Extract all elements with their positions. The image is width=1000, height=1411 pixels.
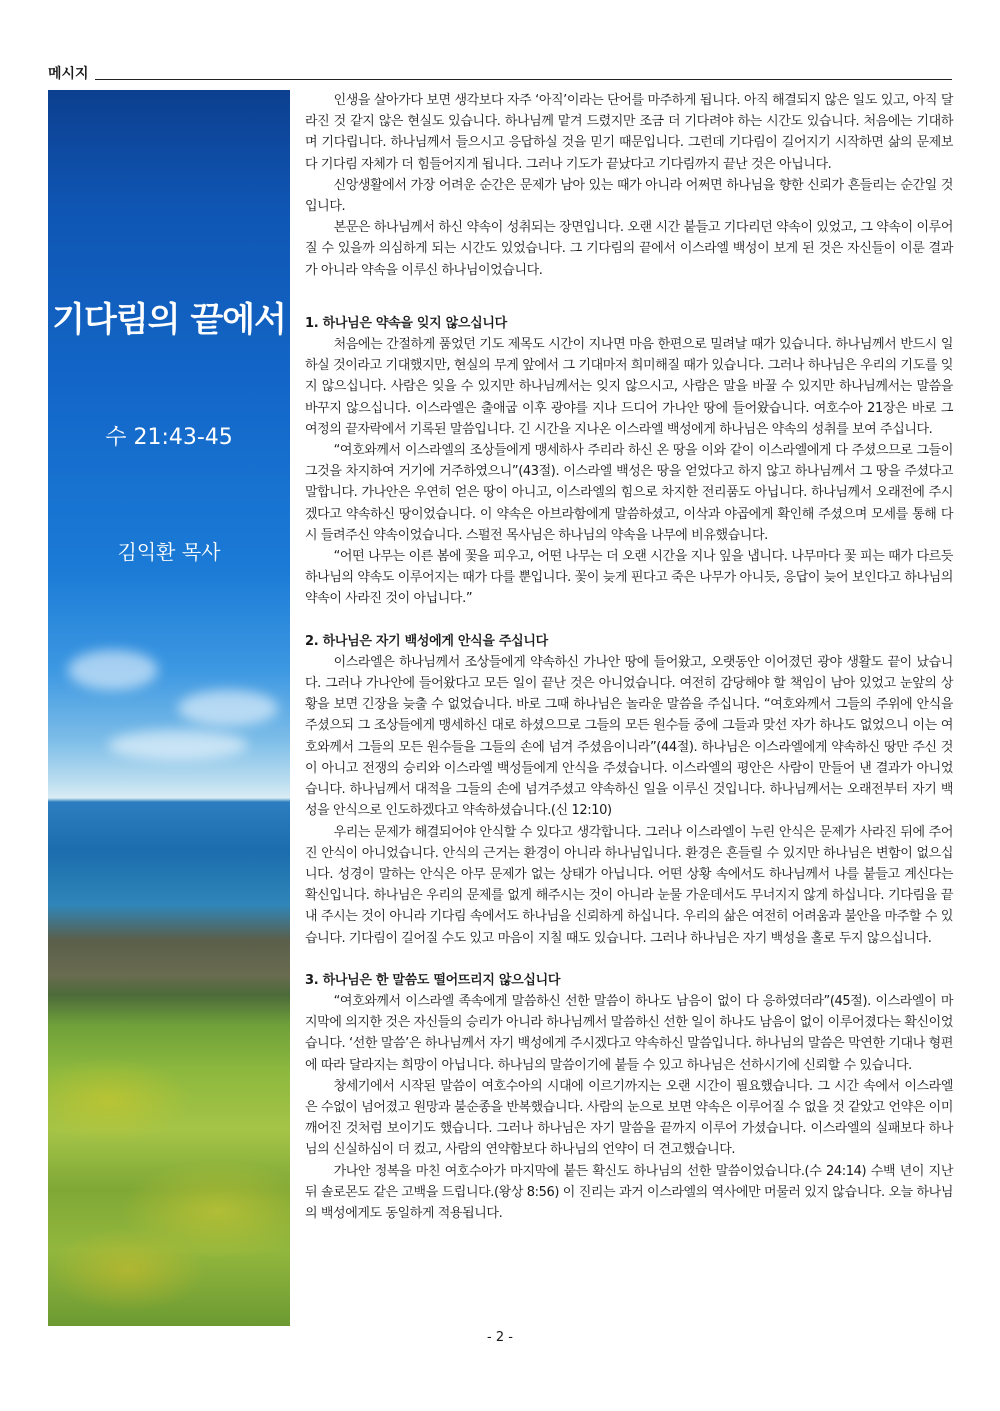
section-heading: 3. 하나님은 한 말씀도 떨어뜨리지 않으십니다 [305,972,561,988]
quote-paragraph: “어떤 나무는 이른 봄에 꽃을 피우고, 어떤 나무는 더 오랜 시간을 지나 잎을 냅니다. 나무마다 꽃 피는 때가 다르듯 하나님의 약속도 이루어지는 때가 다를 뿐입니다. 꽃이 늦게 핀다고 죽은 나무가 아니듯, 응답이 늦어 보인다고 하나님의 약속이 사라진 것이 아닙니다.” [305,549,953,607]
body-paragraph: 가나안 정복을 마친 여호수아가 마지막에 붙든 확신도 하나님의 선한 말씀이었습니다.(수 24:14) 수백 년이 지난 뒤 솔로몬도 같은 고백을 드립니다.(왕상 8:56) 이 진리는 과거 이스라엘의 역사에만 머물러 있지 않습니다. 오늘 하나님의 백성에게도 동일하게 적용됩니다. [305,1163,953,1221]
body-paragraph: 창세기에서 시작된 말씀이 여호수아의 시대에 이르기까지는 오랜 시간이 필요했습니다. 그 시간 속에서 이스라엘은 수없이 넘어졌고 원망과 불순종을 반복했습니다. 사람의 눈으로 보면 약속은 이루어질 수 없을 것 같았고 언약은 이미 깨어진 것처럼 보이기도 했습니다. 그러나 하나님은 자기 말씀을 끝까지 이루어 가셨습니다. 이스라엘의 실패보다 하나님의 신실하심이 더 컸고, 사람의 연약함보다 하나님의 언약이 더 견고했습니다. [305,1078,953,1158]
section-heading: 1. 하나님은 약속을 잊지 않으십니다 [305,315,507,331]
intro-paragraph: 신앙생활에서 가장 어려운 순간은 문제가 남아 있는 때가 아니라 어쩌면 하나님을 향한 신뢰가 흔들리는 순간일 것입니다. [305,177,953,215]
section-rule [48,79,952,80]
intro-paragraph: 인생을 살아가다 보면 생각보다 자주 ‘아직’이라는 단어를 마주하게 됩니다. 아직 해결되지 않은 일도 있고, 아직 달라진 것 같지 않은 현실도 있습니다. 하나님께 맡겨 드렸지만 조금 더 기다려야 하는 시간도 있습니다. 처음에는 기대하며 기다립니다. 하나님께서 들으시고 응답하실 것을 믿기 때문입니다. 그런데 기다림이 길어지기 시작하면 삶의 문제보다 기다림 자체가 더 힘들어지게 됩니다. 그러나 기도가 끝났다고 기다림까지 끝난 것은 아닙니다. [305,93,953,172]
author-name: 김익환 목사 [117,540,221,564]
side-panel-image [48,90,290,1326]
sermon-title: 기다림의 끝에서 [52,300,286,340]
section-label: 메시지 [48,64,95,84]
section-heading: 2. 하나님은 자기 백성에게 안식을 주십니다 [305,633,548,649]
body-paragraph: “여호와께서 이스라엘 족속에게 말씀하신 선한 말씀이 하나도 남음이 없이 다 응하였더라”(45절). 이스라엘이 마지막에 의지한 것은 자신들의 승리가 아니라 하나님께서 말씀하신 선한 일이 하나도 남음이 없이 이루어졌다는 확신이었습니다. ‘선한 말씀’은 하나님께서 자기 백성에게 주시겠다고 약속하신 말씀입니다. 하나님의 말씀은 막연한 기대나 형편에 따라 달라지는 희망이 아닙니다. 하나님의 말씀이기에 붙들 수 있고 하나님은 선하시기에 신뢰할 수 있습니다. [305,993,953,1073]
section-header [48,64,952,84]
scripture-reference: 수 21:43-45 [105,425,233,450]
body-paragraph: 우리는 문제가 해결되어야 안식할 수 있다고 생각합니다. 그러나 이스라엘이 누린 안식은 문제가 사라진 뒤에 주어진 안식이 아니었습니다. 안식의 근거는 환경이 아니라 하나님입니다. 환경은 흔들릴 수 있지만 하나님은 변함이 없으십니다. 성경이 말하는 안식은 아무 문제가 없는 상태가 아닙니다. 어떤 상황 속에서도 하나님께서 나를 붙들고 계신다는 확신입니다. 하나님은 우리의 문제를 없게 해주시는 것이 아니라 눈물 가운데서도 무너지지 않게 하십니다. 기다림을 끝내 주시는 것이 아니라 기다림 속에서도 하나님을 신뢰하게 하십니다. 우리의 삶은 여전히 어려움과 불안을 마주할 수 있습니다. 기다림이 길어질 수도 있고 마음이 지칠 때도 있습니다. 그러나 하나님은 자기 백성을 홀로 두지 않으십니다. [305,824,953,946]
body-paragraph: 처음에는 간절하게 품었던 기도 제목도 시간이 지나면 마음 한편으로 밀려날 때가 있습니다. 하나님께서 반드시 일하실 것이라고 기대했지만, 현실의 무게 앞에서 그 기대마저 희미해질 때가 있습니다. 그러나 하나님은 우리의 기도를 잊지 않으십니다. 사람은 잊을 수 있지만 하나님께서는 잊지 않으시고, 사람은 말을 바꿀 수 있지만 하나님께서는 말씀을 바꾸지 않으십니다. 이스라엘은 출애굽 이후 광야를 지나 드디어 가나안 땅에 들어왔습니다. 여호수아 21장은 바로 그 여정의 끝자락에서 기록된 말씀입니다. 긴 시간을 지나온 이스라엘 백성에게 하나님은 약속의 성취를 보여 주십니다. [305,337,953,437]
body-paragraph: 이스라엘은 하나님께서 조상들에게 약속하신 가나안 땅에 들어왔고, 오랫동안 이어졌던 광야 생활도 끝이 났습니다. 그러나 가나안에 들어왔다고 모든 일이 끝난 것은 아니었습니다. 여전히 감당해야 할 책임이 남아 있었고 눈앞의 상황을 보면 긴장을 늦출 수 없었습니다. 바로 그때 하나님은 놀라운 말씀을 주십니다. “여호와께서 그들의 주위에 안식을 주셨으되 그 조상들에게 맹세하신 대로 하셨으므로 그들의 모든 원수들 중에 그들과 맞선 자가 하나도 없었으니 이는 여호와께서 그들의 모든 원수들을 그들의 손에 넘겨 주셨음이니라”(44절). 하나님은 이스라엘에게 약속하신 땅만 주신 것이 아니고 전쟁의 승리와 이스라엘 백성들에게 안식을 주셨습니다. 이스라엘의 평안은 사람이 만들어 낸 결과가 아니었습니다. 하나님께서 대적을 그들의 손에 넘겨주셨고 약속하신 일을 이루신 것입니다. 하나님께서는 오래전부터 자기 백성을 안식으로 인도하겠다고 약속하셨습니다.(신 12:10) [305,654,953,819]
sermon-body [305,90,953,1224]
intro-paragraph: 본문은 하나님께서 하신 약속이 성취되는 장면입니다. 오랜 시간 붙들고 기다리던 약속이 있었고, 그 약속이 이루어질 수 있을까 의심하게 되는 시간도 있었습니다. 그 기다림의 끝에서 이스라엘 백성이 보게 된 것은 자신들이 이룬 결과가 아니라 약속을 이루신 하나님이었습니다. [305,220,953,278]
body-paragraph: “여호와께서 이스라엘의 조상들에게 맹세하사 주리라 하신 온 땅을 이와 같이 이스라엘에게 다 주셨으므로 그들이 그것을 차지하여 거기에 거주하였으니”(43절). 이스라엘 백성은 땅을 얻었다고 하지 않고 하나님께서 그 땅을 주셨다고 말합니다. 가나안은 우연히 얻은 땅이 아니고, 이스라엘의 힘으로 차지한 전리품도 아닙니다. 하나님께서 오래전에 주시겠다고 약속하신 땅이었습니다. 이 약속은 아브라함에게 말씀하셨고, 이삭과 야곱에게 확인해 주셨으며 모세를 통해 다시 들려주신 약속이었습니다. 스펄전 목사님은 하나님의 약속을 나무에 비유했습니다. [305,443,953,543]
page-number: - 2 - [487,1330,513,1345]
